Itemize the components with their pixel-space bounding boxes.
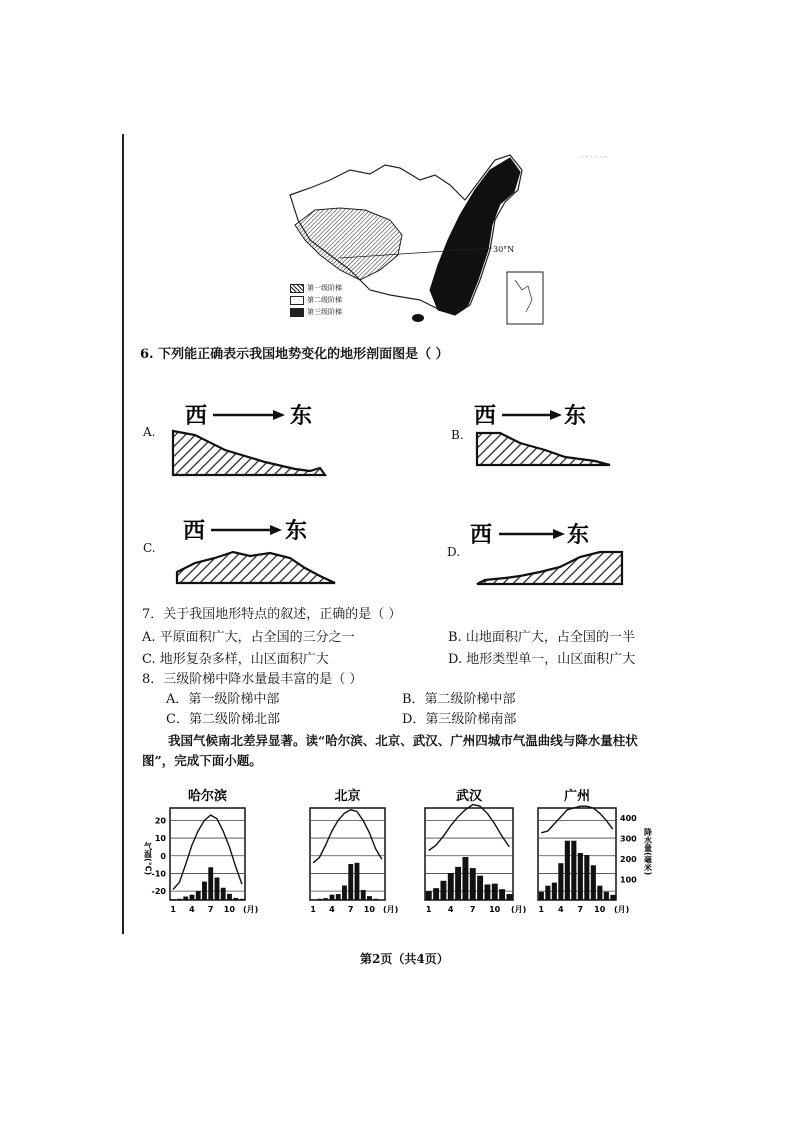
precip-bar: [578, 853, 583, 900]
precip-bar: [202, 882, 207, 900]
option-a-letter: A.: [143, 425, 156, 439]
terrain-profile: [173, 431, 325, 475]
month-tick-label: 7: [207, 905, 214, 914]
climate-charts: [140, 780, 660, 920]
q8-option-c: C．第二级阶梯北部: [166, 712, 280, 727]
chart-frame: [425, 808, 513, 900]
precip-bar: [545, 886, 550, 900]
precip-bar: [484, 884, 490, 900]
east-label: 东: [285, 519, 308, 544]
passage-line-1: 我国气候南北差异显著。读“哈尔滨、北京、武汉、广州四城市气温曲线与降水量柱状: [168, 733, 638, 748]
precip-bar: [323, 898, 328, 900]
precip-bar: [196, 891, 201, 900]
month-tick-label: 4: [329, 905, 335, 914]
west-label: 西: [470, 523, 493, 548]
east-label: 东: [290, 404, 313, 429]
legend-label: 第一级阶梯: [307, 284, 342, 292]
precip-bar: [426, 891, 432, 900]
city-title: 武汉: [455, 789, 483, 804]
precip-bar: [355, 863, 360, 900]
precip-bar: [233, 898, 238, 900]
precip-bar: [183, 897, 188, 900]
profile-option-a: [165, 395, 335, 485]
temp-tick-label: 0: [160, 851, 166, 861]
climate-panel-3: [538, 788, 629, 914]
month-tick-label: 7: [347, 905, 354, 914]
precip-bar: [227, 894, 232, 900]
binding-margin-line: [122, 134, 124, 934]
climate-panel-2: [425, 788, 526, 914]
precip-bar: [348, 864, 353, 900]
terrain-profile: [477, 552, 622, 584]
month-tick-label: 10: [594, 905, 606, 914]
precip-bar: [610, 895, 615, 900]
city-title: 广州: [563, 789, 591, 804]
profile-option-b: [470, 395, 620, 475]
month-tick-label: 7: [577, 905, 584, 914]
arrowhead: [270, 525, 282, 535]
temp-tick-label: 10: [154, 834, 166, 844]
month-tick-label: 4: [447, 905, 454, 914]
precip-tick-label: 400: [620, 814, 637, 824]
precip-bar: [311, 899, 316, 900]
month-unit-label: (月): [614, 905, 630, 914]
precip-bar: [240, 899, 245, 900]
precip-bar: [492, 884, 498, 900]
precip-bar: [208, 867, 213, 900]
legend-item-step1: [290, 282, 342, 294]
arrowhead: [550, 410, 562, 420]
legend-swatch: [290, 296, 304, 305]
legend-swatch: [290, 284, 304, 293]
arrowhead: [273, 410, 285, 420]
precip-bar: [361, 890, 366, 900]
temp-tick-label: -10: [151, 869, 166, 879]
profile-option-c: [165, 508, 345, 593]
precip-bar: [330, 895, 335, 900]
precipitation-axis-label: 降水量(毫米): [643, 828, 653, 876]
option-c-letter: C.: [143, 541, 156, 555]
precip-bar: [462, 857, 468, 900]
precip-bar: [597, 886, 602, 900]
legend-item-step2: [290, 294, 342, 306]
east-label: 东: [567, 523, 590, 548]
precip-bar: [448, 873, 454, 900]
arrowhead: [553, 529, 565, 539]
precip-bar: [373, 899, 378, 900]
page-footer: 第2页（共4页）: [360, 952, 449, 966]
precip-bar: [558, 863, 563, 900]
hainan-island: [412, 314, 424, 322]
month-unit-label: (月): [243, 905, 259, 914]
q7-option-a: A. 平原面积广大，占全国的三分之一: [142, 630, 355, 645]
precip-bar: [215, 878, 220, 900]
month-tick-label: 1: [425, 905, 432, 914]
east-label: 东: [564, 404, 587, 429]
month-tick-label: 7: [469, 905, 476, 914]
climate-panel-0: [170, 788, 258, 914]
q8-option-b: B．第二级阶梯中部: [402, 692, 516, 707]
month-unit-label: (月): [511, 905, 527, 914]
precip-bar: [552, 883, 557, 900]
precip-bar: [177, 899, 182, 900]
month-tick-label: 1: [538, 905, 545, 914]
precip-bar: [539, 892, 544, 900]
precip-bar: [499, 889, 505, 900]
map-legend: [290, 282, 342, 318]
city-title: 哈尔滨: [187, 789, 228, 804]
month-unit-label: (月): [383, 905, 399, 914]
precip-bar: [317, 899, 322, 900]
precip-bar: [367, 896, 372, 900]
climate-panel-1: [310, 788, 398, 914]
month-tick-label: 1: [310, 905, 316, 914]
precip-bar: [565, 841, 570, 900]
q8-option-a: A．第一级阶梯中部: [166, 692, 280, 707]
precip-bar: [342, 885, 347, 900]
precip-tick-label: 300: [620, 834, 637, 844]
west-label: 西: [474, 404, 497, 429]
question-6: 6. 下列能正确表示我国地势变化的地形剖面图是（ ）: [140, 347, 449, 362]
legend-swatch: [290, 308, 304, 317]
precip-tick-label: 200: [620, 855, 637, 865]
west-label: 西: [183, 519, 206, 544]
month-tick-label: 10: [363, 905, 375, 914]
precip-bar: [591, 865, 596, 900]
passage-line-2: 图”，完成下面小题。: [142, 753, 262, 768]
precip-bar: [584, 855, 589, 900]
terrain-profile: [477, 433, 610, 465]
q7-option-d: D. 地形类型单一，山区面积广大: [448, 652, 636, 667]
precip-bar: [440, 881, 446, 900]
temp-tick-label: 20: [154, 816, 166, 826]
precip-bar: [571, 841, 576, 900]
city-title: 北京: [334, 789, 361, 804]
south-sea-inset: [507, 272, 543, 324]
chart-frame: [170, 808, 245, 900]
precip-bar: [506, 894, 512, 900]
legend-item-step3: [290, 306, 342, 318]
precip-tick-label: 100: [620, 875, 637, 885]
month-tick-label: 10: [489, 905, 501, 914]
legend-label: 第三级阶梯: [307, 308, 342, 316]
west-label: 西: [185, 404, 208, 429]
precip-bar: [433, 888, 439, 900]
profile-option-d: [465, 512, 630, 592]
month-tick-label: 10: [223, 905, 235, 914]
latitude-label: 30°N: [493, 245, 515, 254]
precip-bar: [604, 892, 609, 900]
question-7: 7．关于我国地形特点的叙述，正确的是（ ）: [142, 607, 402, 622]
precip-bar: [477, 876, 483, 900]
q7-option-c: C. 地形复杂多样，山区面积广大: [142, 652, 329, 667]
precip-bar: [171, 899, 176, 900]
legend-label: 第二级阶梯: [307, 296, 342, 304]
precip-bar: [470, 868, 476, 900]
q7-option-b: B. 山地面积广大，占全国的一半: [448, 630, 635, 645]
option-b-letter: B.: [451, 428, 464, 442]
precip-bar: [455, 867, 461, 900]
month-tick-label: 4: [189, 905, 195, 914]
bleed-through-text: ······: [580, 150, 609, 164]
option-d-letter: D.: [447, 545, 461, 559]
month-tick-label: 4: [557, 905, 564, 914]
precip-bar: [190, 895, 195, 900]
q8-option-d: D．第三级阶梯南部: [402, 712, 517, 727]
precip-bar: [221, 888, 226, 900]
question-8: 8．三级阶梯中降水量最丰富的是（ ）: [142, 672, 363, 687]
temp-tick-label: -20: [151, 887, 166, 897]
terrain-profile: [177, 552, 335, 583]
month-tick-label: 1: [170, 905, 176, 914]
temperature-axis-label: 气温(°C): [143, 842, 153, 876]
precip-bar: [336, 894, 341, 900]
